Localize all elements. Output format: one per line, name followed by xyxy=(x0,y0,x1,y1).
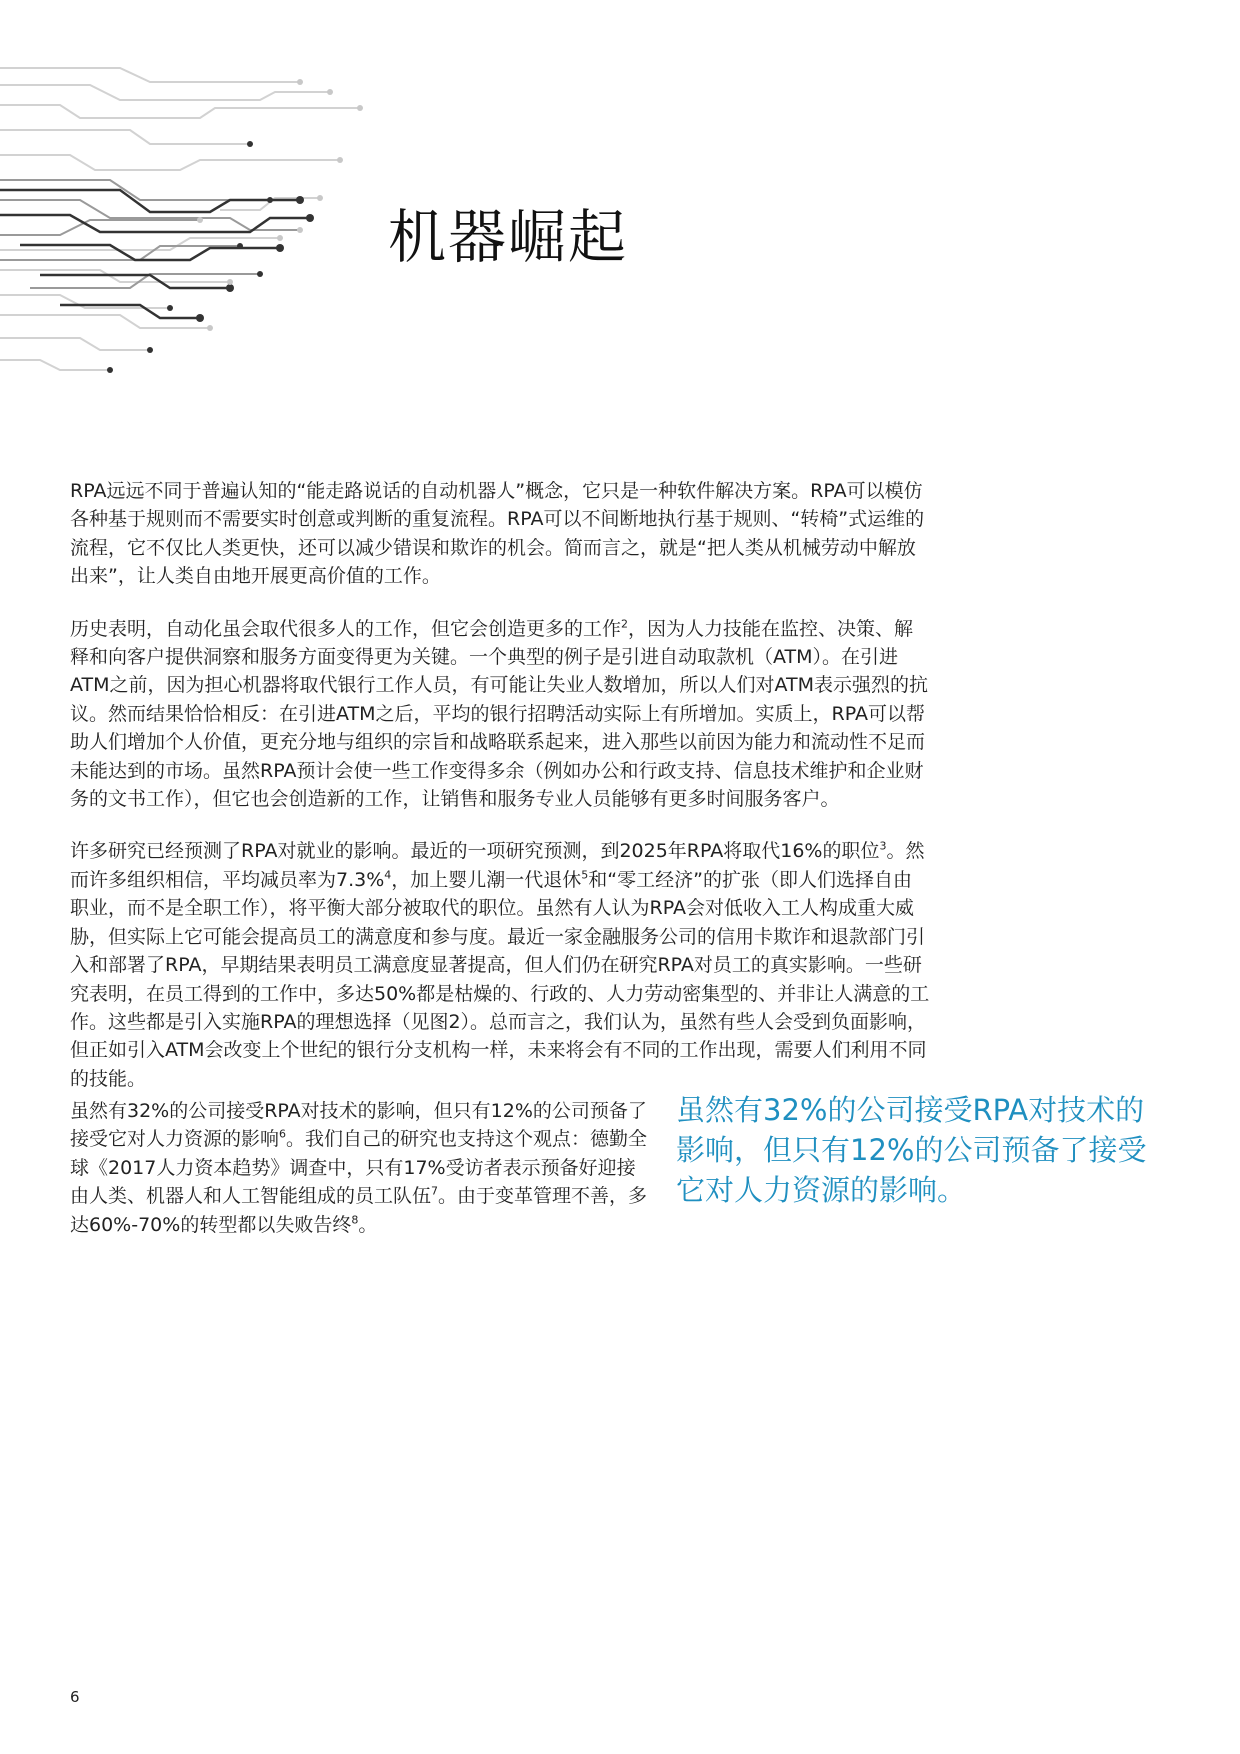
footnote-ref[interactable]: 3 xyxy=(879,840,887,854)
circuit-illustration xyxy=(0,60,410,380)
paragraph-4 xyxy=(70,1097,650,1239)
paragraph-text: RPA远远不同于普遍认知的“能走路说话的自动机器人”概念，它只是一种软件解决方案。RPA可以模仿各种基于规则而不需要实时创意或判断的重复流程。RPA可以不间断地执行基于规则、“转椅”式运维的流程，它不仅比人类更快，还可以减少错误和欺诈的机会。简而言之，就是“把人类从机械劳动中解放出来”，让人类自由地开展更高价值的工作。 xyxy=(70,480,925,588)
footnote-ref[interactable]: 4 xyxy=(384,868,392,882)
paragraph-text: 。 xyxy=(358,1213,378,1236)
footnote-ref[interactable]: 6 xyxy=(279,1128,287,1142)
footnote-ref[interactable]: 8 xyxy=(351,1213,359,1227)
paragraph-text: 虽然有32%的公司接受RPA对技术的影响，但只有12%的公司预备了接受它对人力资源的影响 xyxy=(70,1100,647,1151)
paragraph-3 xyxy=(70,837,930,1093)
paragraph-text: 。然而许多组织相信，平均减员率为7.3% xyxy=(70,840,925,891)
paragraph-text: 和“零工经济”的扩张（即人们选择自由职业，而不是全职工作），将平衡大部分被取代的职位。虽然有人认为RPA会对低收入工人构成重大威胁，但实际上它可能会提高员工的满意度和参与度。最近一家金融服务公司的信用卡欺诈和退款部门引入和部署了RPA，早期结果表明员工满意度显著提高，但人们仍在研究RPA对员工的真实影响。一些研究表明，在员工得到的工作中，多达50%都是枯燥的、行政的、人力劳动密集型的、并非让人满意的工作。这些都是引入实施RPA的理想选择（见图2）。总而言之，我们认为，虽然有些人会受到负面影响，但正如引入ATM会改变上个世纪的银行分支机构一样，未来将会有不同的工作出现，需要人们利用不同的技能。 xyxy=(70,868,930,1090)
page-title: 机器崛起 xyxy=(388,203,629,271)
paragraph-text: ，因为人力技能在监控、决策、解释和向客户提供洞察和服务方面变得更为关键。一个典型的例子是引进自动取款机（ATM）。在引进ATM之前，因为担心机器将取代银行工作人员，有可能让失业人数增加，所以人们对ATM表示强烈的抗议。然而结果恰恰相反：在引进ATM之后，平均的银行招聘活动实际上有所增加。实质上，RPA可以帮助人们增加个人价值，更充分地与组织的宗旨和战略联系起来，进入那些以前因为能力和流动性不足而未能达到的市场。虽然RPA预计会使一些工作变得多余（例如办公和行政支持、信息技术维护和企业财务的文书工作），但它也会创造新的工作，让销售和服务专业人员能够有更多时间服务客户。 xyxy=(70,617,929,811)
paragraph-2 xyxy=(70,615,930,814)
footnote-ref[interactable]: 7 xyxy=(431,1184,439,1198)
footnote-ref[interactable]: 5 xyxy=(581,868,589,882)
body-text xyxy=(70,477,930,1117)
paragraph-text: 。由于变革管理不善，多达60%-70%的转型都以失败告终 xyxy=(70,1185,648,1236)
pull-quote: 虽然有32%的公司接受RPA对技术的影响，但只有12%的公司预备了接受它对人力资源的影响。 xyxy=(676,1093,1147,1207)
paragraph-text: 历史表明，自动化虽会取代很多人的工作，但它会创造更多的工作 xyxy=(70,617,622,640)
footnote-ref[interactable]: 2 xyxy=(621,617,629,631)
paragraph-text: 许多研究已经预测了RPA对就业的影响。最近的一项研究预测，到2025年RPA将取代16%的职位 xyxy=(70,840,880,863)
page-number: 6 xyxy=(70,1688,80,1706)
paragraph-text: ，加上婴儿潮一代退休 xyxy=(391,868,582,891)
paragraph-1 xyxy=(70,477,930,591)
paragraph-text: 。我们自己的研究也支持这个观点：德勤全球《2017人力资本趋势》调查中，只有17%受访者表示预备好迎接由人类、机器人和人工智能组成的员工队伍 xyxy=(70,1128,648,1208)
